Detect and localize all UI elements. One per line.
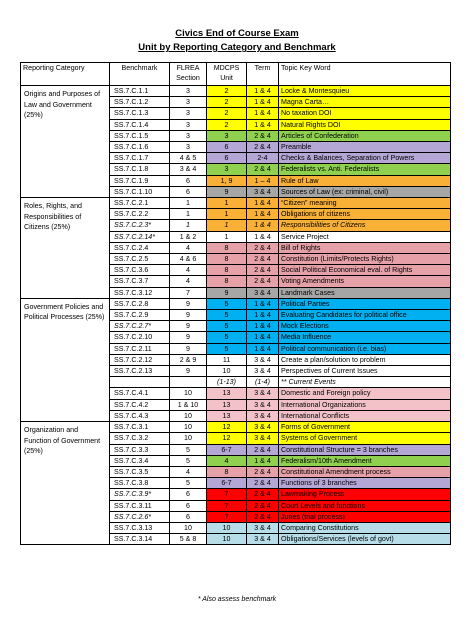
florea-cell: 1 [170, 198, 207, 209]
unit-cell: (1-13) [207, 377, 247, 388]
florea-cell: 10 [170, 422, 207, 433]
topic-cell: Constitution (Limits/Protects Rights) [279, 254, 451, 265]
term-cell: 2-4 [247, 153, 279, 164]
topic-cell: Evaluating Candidates for political office [279, 310, 451, 321]
term-cell: 2 & 4 [247, 444, 279, 455]
table-row [21, 86, 451, 97]
unit-cell: 6-7 [207, 444, 247, 455]
benchmark-cell: SS.7.C.4.1 [110, 388, 170, 399]
unit-cell: 8 [207, 265, 247, 276]
benchmark-cell: SS.7.C.2.10 [110, 332, 170, 343]
topic-cell: Obligations of citizens [279, 209, 451, 220]
unit-cell: 9 [207, 287, 247, 298]
benchmark-cell: SS.7.C.4.2 [110, 399, 170, 410]
benchmark-cell: SS.7.C.3.2 [110, 433, 170, 444]
term-cell: 1 & 4 [247, 220, 279, 231]
florea-cell: 1 [170, 220, 207, 231]
benchmark-cell: SS.7.C.1.5 [110, 130, 170, 141]
unit-cell: 5 [207, 343, 247, 354]
benchmark-cell: SS.7.C.2.3* [110, 220, 170, 231]
term-cell: 2 & 4 [247, 276, 279, 287]
florea-cell: 9 [170, 366, 207, 377]
term-cell: 2 & 4 [247, 265, 279, 276]
term-cell: 1 & 4 [247, 119, 279, 130]
topic-cell: Functions of 3 branches [279, 478, 451, 489]
florea-cell: 3 [170, 119, 207, 130]
benchmark-cell: SS.7.C.4.3 [110, 410, 170, 421]
term-cell: 2 & 4 [247, 466, 279, 477]
florea-cell: 6 [170, 500, 207, 511]
benchmark-cell: SS.7.C.3.12 [110, 287, 170, 298]
unit-cell: 12 [207, 422, 247, 433]
florea-cell [170, 377, 207, 388]
topic-cell: Forms of Government [279, 422, 451, 433]
document-subtitle: Unit by Reporting Category and Benchmark [138, 42, 336, 53]
category-organization: Organization and Function of Government (25%) [21, 422, 110, 545]
unit-cell: 7 [207, 511, 247, 522]
term-cell: 1 & 4 [247, 108, 279, 119]
florea-cell: 3 [170, 142, 207, 153]
unit-cell: 2 [207, 119, 247, 130]
benchmark-cell: SS.7.C.3.11 [110, 500, 170, 511]
category-roles: Roles, Rights, and Responsibilities of Citizens (25%) [21, 198, 110, 299]
florea-cell: 3 [170, 86, 207, 97]
florea-cell: 4 & 6 [170, 254, 207, 265]
topic-cell: Sources of Law (ex: criminal, civil) [279, 186, 451, 197]
florea-cell: 9 [170, 310, 207, 321]
unit-cell: 5 [207, 298, 247, 309]
header-row [21, 63, 451, 86]
florea-cell: 6 [170, 511, 207, 522]
term-cell: 1 & 4 [247, 86, 279, 97]
term-cell: 2 & 4 [247, 478, 279, 489]
topic-cell: International Conflicts [279, 410, 451, 421]
term-cell: 1 & 4 [247, 231, 279, 242]
florea-cell: 1 & 10 [170, 399, 207, 410]
document-title: Civics End of Course Exam [175, 28, 299, 39]
unit-cell: 6-7 [207, 478, 247, 489]
benchmark-cell: SS.7.C.2.7* [110, 321, 170, 332]
topic-cell: ** Current Events [279, 377, 451, 388]
florea-cell: 1 & 2 [170, 231, 207, 242]
header-term: Term [247, 63, 279, 86]
topic-cell: Political Parties [279, 298, 451, 309]
topic-cell: Obligations/Services (levels of govt) [279, 534, 451, 545]
benchmark-cell: SS.7.C.2.14* [110, 231, 170, 242]
unit-cell: 5 [207, 310, 247, 321]
topic-cell: Perspectives of Current Issues [279, 366, 451, 377]
term-cell: 1 & 4 [247, 321, 279, 332]
topic-cell: Landmark Cases [279, 287, 451, 298]
florea-cell: 9 [170, 332, 207, 343]
benchmark-cell: SS.7.C.1.7 [110, 153, 170, 164]
unit-cell: 12 [207, 433, 247, 444]
benchmark-cell: SS.7.C.3.13 [110, 522, 170, 533]
term-cell: 3 & 4 [247, 287, 279, 298]
topic-cell: Natural Rights DOI [279, 119, 451, 130]
florea-cell: 9 [170, 298, 207, 309]
term-cell: 2 & 4 [247, 511, 279, 522]
florea-cell: 2 & 9 [170, 354, 207, 365]
unit-cell: 1, 9 [207, 175, 247, 186]
header-category: Reporting Category [21, 63, 110, 86]
table-row [21, 298, 451, 309]
term-cell: 2 & 4 [247, 500, 279, 511]
unit-cell: 8 [207, 276, 247, 287]
unit-cell: 13 [207, 399, 247, 410]
unit-cell: 1 [207, 198, 247, 209]
benchmark-cell: SS.7.C.2.8 [110, 298, 170, 309]
term-cell: 2 & 4 [247, 130, 279, 141]
benchmark-cell: SS.7.C.2.13 [110, 366, 170, 377]
florea-cell: 4 [170, 265, 207, 276]
topic-cell: Articles of Confederation [279, 130, 451, 141]
term-cell: 3 & 4 [247, 534, 279, 545]
florea-cell: 10 [170, 410, 207, 421]
unit-cell: 8 [207, 254, 247, 265]
benchmark-cell: SS.7.C.2.11 [110, 343, 170, 354]
topic-cell: Rule of Law [279, 175, 451, 186]
term-cell: 2 & 4 [247, 164, 279, 175]
table-row [21, 198, 451, 209]
benchmark-cell: SS.7.C.2.9 [110, 310, 170, 321]
unit-cell: 1 [207, 209, 247, 220]
term-cell: 2 & 4 [247, 242, 279, 253]
term-cell: 3 & 4 [247, 410, 279, 421]
topic-cell: Federalism/10th Amendment [279, 455, 451, 466]
florea-cell: 5 [170, 444, 207, 455]
benchmark-cell: SS.7.C.1.6 [110, 142, 170, 153]
topic-cell: Court Levels and functions [279, 500, 451, 511]
florea-cell: 4 [170, 466, 207, 477]
topic-cell: Juries (trial process) [279, 511, 451, 522]
topic-cell: Locke & Montesquieu [279, 86, 451, 97]
benchmark-cell: SS.7.C.3.5 [110, 466, 170, 477]
unit-cell: 13 [207, 388, 247, 399]
benchmark-table [20, 62, 451, 545]
topic-cell: Bill of Rights [279, 242, 451, 253]
florea-cell: 9 [170, 321, 207, 332]
term-cell: 1 & 4 [247, 455, 279, 466]
benchmark-cell: SS.7.C.2.4 [110, 242, 170, 253]
term-cell: 1 & 4 [247, 97, 279, 108]
unit-cell: 3 [207, 130, 247, 141]
benchmark-cell: SS.7.C.3.8 [110, 478, 170, 489]
benchmark-cell: SS.7.C.2.6* [110, 511, 170, 522]
florea-cell: 6 [170, 489, 207, 500]
term-cell: 1 & 4 [247, 343, 279, 354]
term-cell: 2 & 4 [247, 489, 279, 500]
term-cell: 3 & 4 [247, 366, 279, 377]
topic-cell: Create a plan/solution to problem [279, 354, 451, 365]
florea-cell: 5 [170, 478, 207, 489]
unit-cell: 9 [207, 186, 247, 197]
term-cell: 3 & 4 [247, 186, 279, 197]
benchmark-cell: SS.7.C.1.8 [110, 164, 170, 175]
topic-cell: Constitutional Structure = 3 branches [279, 444, 451, 455]
unit-cell: 2 [207, 97, 247, 108]
topic-cell: Federalists vs. Anti. Federalists [279, 164, 451, 175]
unit-cell: 10 [207, 534, 247, 545]
benchmark-cell: SS.7.C.2.5 [110, 254, 170, 265]
unit-cell: 10 [207, 366, 247, 377]
term-cell: 3 & 4 [247, 388, 279, 399]
topic-cell: Domestic and Foreign policy [279, 388, 451, 399]
topic-cell: Magna Carta… [279, 97, 451, 108]
term-cell: 1 & 4 [247, 332, 279, 343]
topic-cell: Preamble [279, 142, 451, 153]
term-cell: 2 & 4 [247, 254, 279, 265]
benchmark-cell: SS.7.C.1.10 [110, 186, 170, 197]
benchmark-cell: SS.7.C.3.6 [110, 265, 170, 276]
florea-cell: 5 & 8 [170, 534, 207, 545]
florea-cell: 3 [170, 108, 207, 119]
topic-cell: Checks & Balances, Separation of Powers [279, 153, 451, 164]
florea-cell: 3 [170, 97, 207, 108]
benchmark-cell: SS.7.C.3.1 [110, 422, 170, 433]
topic-cell: Constitutional Amendment process [279, 466, 451, 477]
unit-cell: 8 [207, 242, 247, 253]
florea-cell: 9 [170, 343, 207, 354]
topic-cell: Social Political Economical eval. of Rights [279, 265, 451, 276]
header-mdcps: MDCPS Unit [207, 63, 247, 86]
unit-cell: 1 [207, 220, 247, 231]
topic-cell: No taxation DOI [279, 108, 451, 119]
florea-cell: 10 [170, 433, 207, 444]
header-topic: Topic Key Word [279, 63, 451, 86]
topic-cell: Voting Amendments [279, 276, 451, 287]
benchmark-cell: SS.7.C.3.3 [110, 444, 170, 455]
florea-cell: 3 [170, 130, 207, 141]
benchmark-cell: SS.7.C.1.1 [110, 86, 170, 97]
term-cell: (1-4) [247, 377, 279, 388]
florea-cell: 10 [170, 522, 207, 533]
term-cell: 3 & 4 [247, 522, 279, 533]
unit-cell: 6 [207, 142, 247, 153]
topic-cell: Media Influence [279, 332, 451, 343]
topic-cell: “Citizen” meaning [279, 198, 451, 209]
term-cell: 1 & 4 [247, 310, 279, 321]
florea-cell: 4 [170, 276, 207, 287]
florea-cell: 6 [170, 186, 207, 197]
category-origins: Origins and Purposes of Law and Government (25%) [21, 86, 110, 198]
unit-cell: 10 [207, 522, 247, 533]
term-cell: 1 & 4 [247, 298, 279, 309]
term-cell: 1 & 4 [247, 209, 279, 220]
term-cell: 1 & 4 [247, 198, 279, 209]
unit-cell: 5 [207, 321, 247, 332]
benchmark-cell: SS.7.C.2.2 [110, 209, 170, 220]
topic-cell: Systems of Government [279, 433, 451, 444]
topic-cell: Political communication (i.e. bias) [279, 343, 451, 354]
benchmark-cell: SS.7.C.3.4 [110, 455, 170, 466]
florea-cell: 4 & 5 [170, 153, 207, 164]
unit-cell: 4 [207, 455, 247, 466]
benchmark-cell: SS.7.C.1.3 [110, 108, 170, 119]
unit-cell: 7 [207, 489, 247, 500]
table-row [21, 422, 451, 433]
topic-cell: Comparing Constitutions [279, 522, 451, 533]
unit-cell: 8 [207, 466, 247, 477]
florea-cell: 4 [170, 242, 207, 253]
florea-cell: 5 [170, 455, 207, 466]
unit-cell: 2 [207, 86, 247, 97]
unit-cell: 1 [207, 231, 247, 242]
header-florea: FLREA Section [170, 63, 207, 86]
header-benchmark: Benchmark [110, 63, 170, 86]
topic-cell: International Organizations [279, 399, 451, 410]
benchmark-cell: SS.7.C.3.7 [110, 276, 170, 287]
benchmark-cell: SS.7.C.1.9 [110, 175, 170, 186]
benchmark-cell: SS.7.C.3.9* [110, 489, 170, 500]
term-cell: 3 & 4 [247, 433, 279, 444]
unit-cell: 6 [207, 153, 247, 164]
florea-cell: 10 [170, 388, 207, 399]
unit-cell: 2 [207, 108, 247, 119]
benchmark-cell: SS.7.C.2.12 [110, 354, 170, 365]
benchmark-cell: SS.7.C.1.2 [110, 97, 170, 108]
category-policies: Government Policies and Political Processes (25%) [21, 298, 110, 421]
florea-cell: 6 [170, 175, 207, 186]
topic-cell: Lawmaking Process [279, 489, 451, 500]
term-cell: 2 & 4 [247, 142, 279, 153]
term-cell: 3 & 4 [247, 422, 279, 433]
unit-cell: 7 [207, 500, 247, 511]
florea-cell: 3 & 4 [170, 164, 207, 175]
term-cell: 3 & 4 [247, 399, 279, 410]
florea-cell: 1 [170, 209, 207, 220]
term-cell: 3 & 4 [247, 354, 279, 365]
florea-cell: 7 [170, 287, 207, 298]
unit-cell: 11 [207, 354, 247, 365]
term-cell: 1 – 4 [247, 175, 279, 186]
footnote: * Also assess benchmark [197, 596, 277, 603]
unit-cell: 3 [207, 164, 247, 175]
benchmark-cell: SS.7.C.3.14 [110, 534, 170, 545]
topic-cell: Service Project [279, 231, 451, 242]
unit-cell: 5 [207, 332, 247, 343]
topic-cell: Mock Elections [279, 321, 451, 332]
unit-cell: 13 [207, 410, 247, 421]
benchmark-cell: SS.7.C.1.4 [110, 119, 170, 130]
benchmark-cell: SS.7.C.2.1 [110, 198, 170, 209]
benchmark-cell [110, 377, 170, 388]
topic-cell: Responsibilities of Citizens [279, 220, 451, 231]
